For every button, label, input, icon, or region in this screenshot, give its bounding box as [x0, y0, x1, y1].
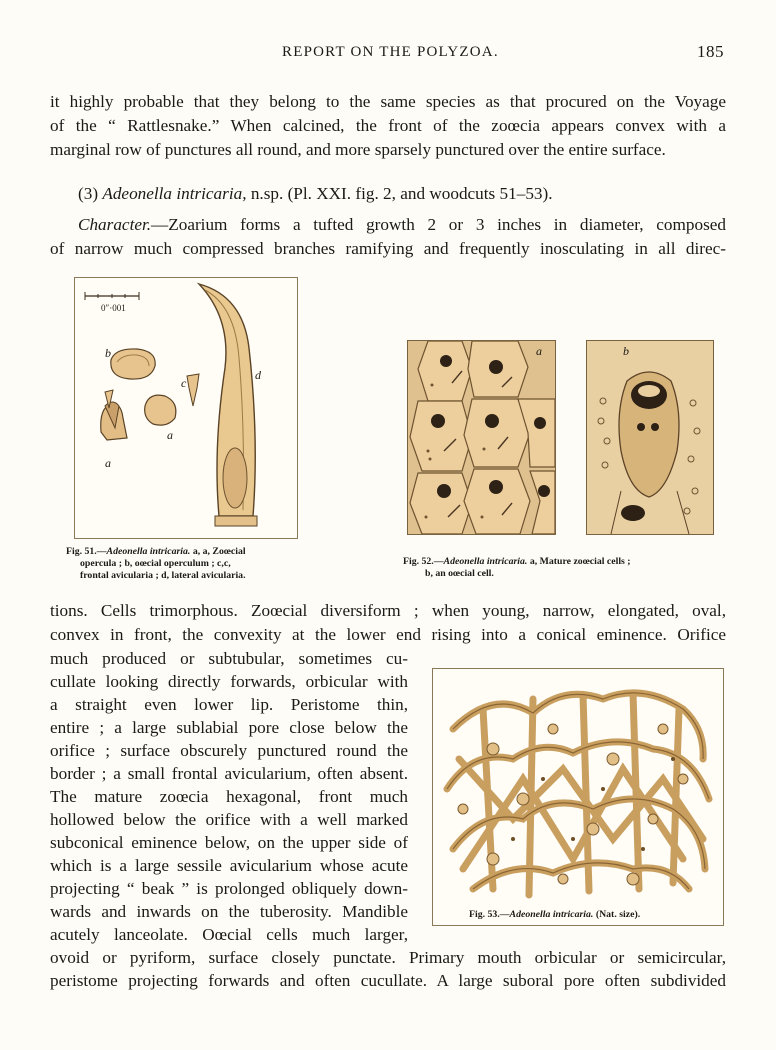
figure-53-caption — [469, 909, 640, 921]
character-label: Character. — [78, 215, 152, 234]
species-heading — [78, 182, 678, 205]
fig51-label-b: b — [105, 346, 111, 360]
fig51-label-a-left: a — [105, 456, 111, 470]
figure-51-illustration — [74, 277, 298, 539]
body-line-1: tions. Cells trimorphous. Zoœcial diversiform ; when young, narrow, elongated, oval, — [50, 601, 726, 620]
fig52-caption-rest: a, Mature zoœcial cells ; — [527, 556, 631, 567]
wrap-line-2: cullate looking directly forwards, orbicular with — [50, 672, 408, 691]
fig51-caption-line-2: opercula ; b, oœcial operculum ; c,c, — [80, 558, 231, 569]
wrap-line-13: acutely lanceolate. Oœcial cells much larger, — [50, 925, 408, 944]
fig52-label-b: b — [623, 344, 629, 358]
final-line-2: peristome projecting forwards and often cucullate. A large suboral pore often subdivided — [50, 971, 726, 990]
fig51-label-d: d — [255, 368, 261, 382]
figure-52b-illustration — [586, 340, 714, 535]
figure-53-illustration — [432, 668, 724, 926]
wrap-line-8: hollowed below the orifice with a well marked — [50, 810, 408, 829]
fig51-caption-rest: a, a, Zoœcial — [190, 546, 246, 557]
fig51-scale-label: 0″·001 — [101, 303, 126, 313]
character-text-1: —Zoarium forms a tufted growth 2 or 3 inches in diameter, composed — [151, 215, 726, 234]
intro-line-3: marginal row of punctures all round, and more sparsely punctured over the entire surface. — [50, 140, 666, 159]
fig53-caption-rest: (Nat. size). — [593, 909, 641, 920]
species-name: Adeonella intricaria, — [102, 184, 247, 203]
intro-line-1: it highly probable that they belong to the same species as that procured on the Voyage — [50, 92, 726, 111]
species-number: (3) — [78, 184, 99, 203]
fig52-caption-line-2: b, an oœcial cell. — [425, 568, 494, 579]
wrap-line-1: much produced or subtubular, sometimes cu- — [50, 649, 408, 668]
character-line-2: of narrow much compressed branches ramifying and frequently inosculating in all direc- — [50, 239, 726, 258]
fig51-label-a-right: a — [167, 428, 173, 442]
fig51-caption-label: Fig. 51.— — [66, 546, 107, 557]
species-reference: n.sp. (Pl. XXI. fig. 2, and woodcuts 51–53). — [246, 184, 553, 203]
fig51-caption-line-3: frontal avicularia ; d, lateral avicularia. — [80, 570, 246, 581]
wrap-line-9: subconical eminence below, on the upper side of — [50, 833, 408, 852]
intro-line-2: of the “ Rattlesnake.” When calcined, the front of the zoœcia appears convex with a — [50, 116, 726, 135]
wrap-line-12: wards and inwards on the tuberosity. Mandible — [50, 902, 408, 921]
body-line-2: convex in front, the convexity at the lower end rising into a conical eminence. Orifice — [50, 625, 726, 644]
final-line-1: ovoid or pyriform, surface closely punctate. Primary mouth orbicular or semicircular, — [50, 948, 726, 967]
wrap-line-6: border ; a small frontal avicularium, often absent. — [50, 764, 408, 783]
page-number: 185 — [697, 42, 724, 61]
wrap-line-7: The mature zoœcia hexagonal, front much — [50, 787, 408, 806]
wrap-line-11: projecting “ beak ” is prolonged obliquely down- — [50, 879, 408, 898]
wrap-line-5: orifice ; surface obscurely punctured round the — [50, 741, 408, 760]
fig53-caption-name: Adeonella intricaria. — [509, 909, 594, 920]
character-line-1 — [78, 213, 726, 236]
fig51-caption-name: Adeonella intricaria. — [106, 546, 191, 557]
fig52-label-a: a — [536, 344, 542, 358]
fig51-label-c: c — [181, 376, 187, 390]
figure-52-caption — [403, 556, 723, 580]
fig52-caption-label: Fig. 52.— — [403, 556, 444, 567]
wrap-line-10: which is a large sessile avicularium whose acute — [50, 856, 408, 875]
figure-51-caption — [66, 546, 306, 582]
fig52-caption-name: Adeonella intricaria. — [443, 556, 528, 567]
wrap-line-4: entire ; a large sublabial pore close below the — [50, 718, 408, 737]
wrap-line-3: a straight even lower lip. Peristome thin, — [50, 695, 408, 714]
fig53-caption-label: Fig. 53.— — [469, 909, 510, 920]
running-header-title: REPORT ON THE POLYZOA. — [282, 44, 499, 60]
figure-52a-illustration — [407, 340, 556, 535]
